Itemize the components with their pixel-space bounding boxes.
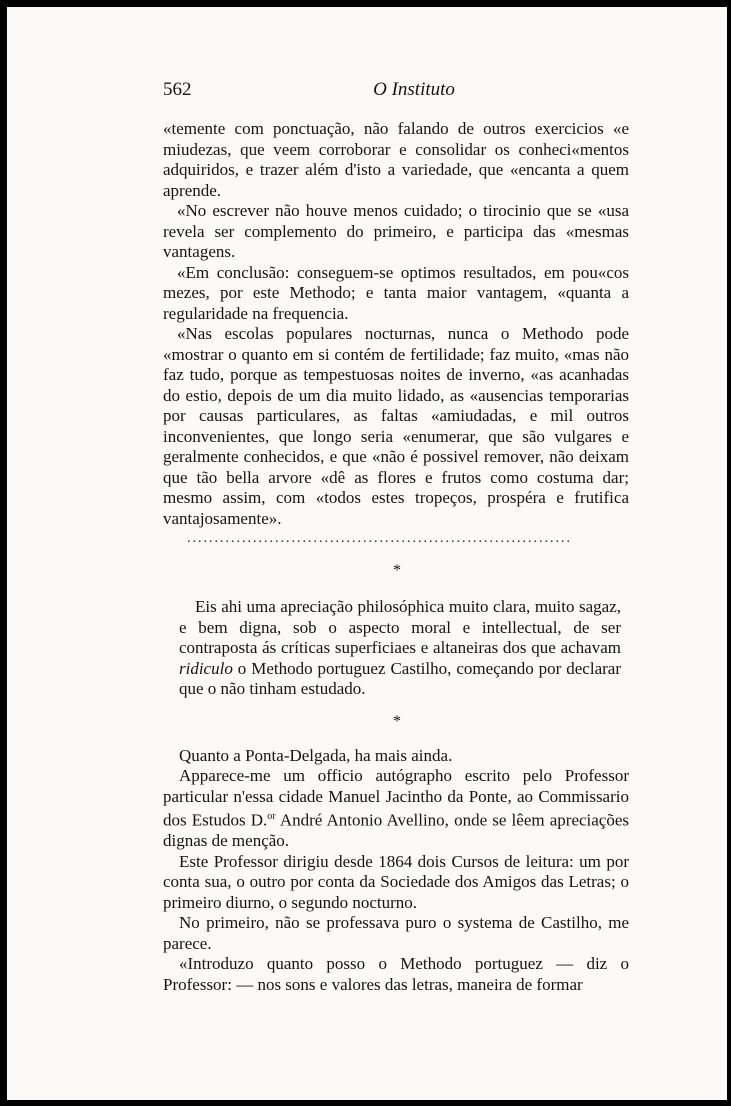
section-separator: * [393, 562, 401, 579]
body-paragraph: No primeiro, não se professava puro o systema de Castilho, me parece. [163, 913, 629, 953]
body-text: Apparece-me um officio autógrapho escrito pelo Professor particular n'essa cidade Manuel Jacintho da Ponte, ao Commissario dos Estudos D. [163, 766, 629, 830]
body-paragraph [163, 766, 629, 852]
book-page [163, 80, 629, 995]
abbrev-superscript: or [267, 811, 276, 822]
commentary-text: o Methodo portuguez Castilho, começando por declarar que o não tinham estudado. [179, 658, 621, 698]
body-paragraph: Quanto a Ponta-Delgada, ha mais ainda. [179, 745, 453, 765]
quote-paragraph: «No escrever não houve menos cuidado; o tirocinio que se «usa revela ser complemento do primeiro, e participa das «mesmas vantagens. [163, 201, 629, 261]
quote-paragraph: «Em conclusão: conseguem-se optimos resultados, em pou«cos mezes, por este Methodo; e tanta maior vantagem, «quanta a regularidade na frequencia. [163, 262, 629, 323]
page-header [163, 80, 629, 104]
emphasized-word: ridiculo [179, 658, 233, 678]
section-separator: * [393, 712, 401, 730]
page-number: 562 [163, 79, 192, 100]
quote-paragraph: «Nas escolas populares nocturnas, nunca o Methodo pode «mostrar o quanto em si contém de fertilidade; faz muito, «mas não faz tudo, porque as tempestuosas noites de inverno, «as acanhadas do estio, depois de um dia muito lidado, as «ausencias temporarias por causas particulares, as faltas «amiudadas, e mil outros inconvenientes, que longo seria «enumerar, que são vulgares e geralmente conhecidos, e que «não é possivel remover, não deixam que tão bella arvore «dê as flores e frutos como costuma dar; mesmo assim, com «todos estes tropeços, prospéra e frutifica vantajosamente». [163, 324, 629, 528]
commentary-text: Eis ahi uma apreciação philosóphica muito clara, muito sagaz, e bem digna, sob o aspecto moral e intellectual, de ser contraposta ás críticas superficiaes e altaneiras dos que achavam [179, 597, 621, 657]
body-paragraph: «Introduzo quanto posso o Methodo portuguez — diz o Professor: — nos sons e valores das letras, maneira de formar [163, 954, 629, 994]
running-title: O Instituto [373, 79, 455, 100]
commentary-paragraph [179, 597, 621, 700]
quoted-report [163, 119, 629, 547]
quote-paragraph: «temente com ponctuação, não falando de outros exercicios «e miudezas, que veem corroborar e consolidar os conheci«mentos adquiridos, e trazer além d'isto a variedade, que «encanta a quem aprende. [163, 119, 629, 200]
ellipsis-line: ...................................................................... [187, 531, 572, 546]
body-paragraph: Este Professor dirigiu desde 1864 dois Cursos de leitura: um por conta sua, o outro por conta da Sociedade dos Amigos das Letras; o primeiro diurno, o segundo nocturno. [163, 851, 629, 912]
commentary-section [163, 597, 629, 700]
body-text: André Antonio Avellino, onde se lêem apreciações dignas de menção. [163, 810, 630, 851]
ponta-delgada-section [163, 746, 629, 996]
